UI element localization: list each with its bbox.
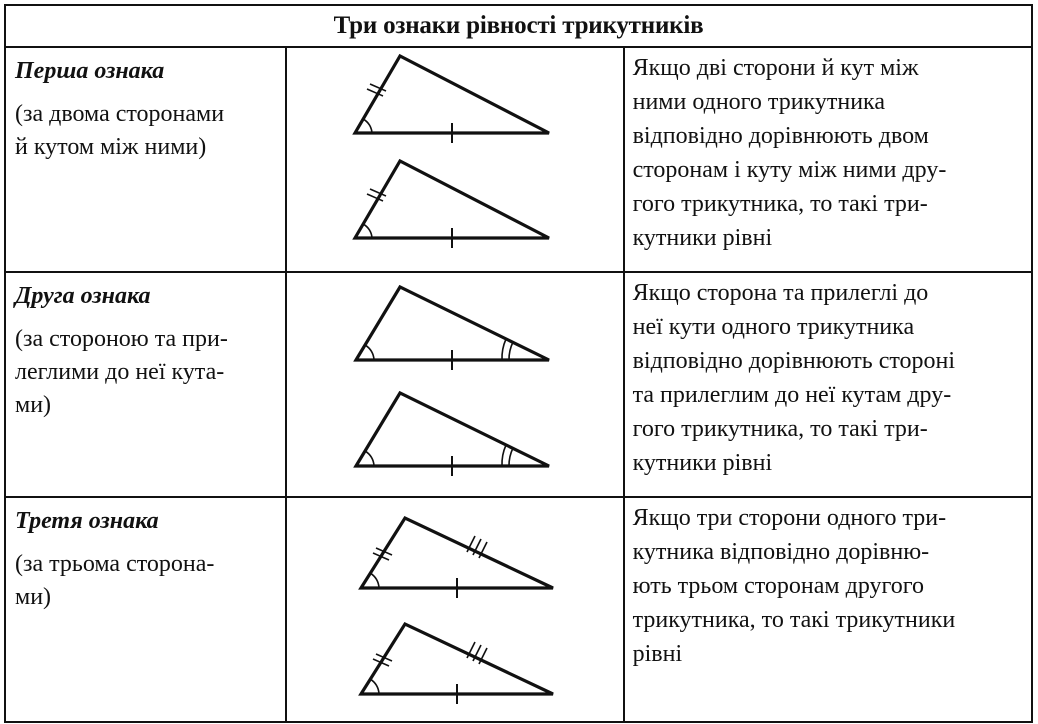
criterion-rule: Якщо дві сторони й кут між ними одного трикутника відповідно дорівнюють двом сторонам і куту між ними дру- гого трикутника, то такі три- кутники рівні [632,55,947,251]
asa-triangles-figure [287,273,623,496]
table-row [5,47,1032,272]
table-title: Три ознаки рівності трикутників [5,5,1032,47]
table-row [5,272,1032,497]
triangle-1 [361,518,553,598]
criterion-name: Друга ознака [15,283,151,309]
triangle-2 [355,161,549,248]
criterion-name-cell [5,272,286,497]
criterion-description: (за трьома сторона- ми) [15,551,215,610]
triangle-1 [355,56,549,143]
criterion-description: (за стороною та при- леглими до неї кута- ми) [15,326,228,418]
sas-triangles-figure [287,48,623,271]
criterion-description: (за двома сторонами й кутом між ними) [15,101,225,160]
criterion-rule: Якщо сторона та прилеглі до неї кути одного трикутника відповідно дорівнюють стороні та прилеглим до неї кутам дру- гого трикутника, то такі три- кутники рівні [632,280,956,476]
criterion-name: Третя ознака [15,508,159,534]
equality-criteria-table [4,4,1033,723]
criterion-rule-cell [624,497,1032,722]
sss-triangles-figure [287,498,623,721]
criterion-name-cell [5,47,286,272]
figure-cell [286,47,624,272]
criterion-name-cell [5,497,286,722]
figure-cell [286,272,624,497]
figure-cell [286,497,624,722]
table-row [5,497,1032,722]
criterion-rule-cell [624,272,1032,497]
criterion-name: Перша ознака [15,58,165,84]
criterion-rule: Якщо три сторони одного три- кутника відповідно дорівню- ють трьом сторонам другого трикутника, то такі трикутники рівні [632,505,956,667]
triangle-2 [356,393,549,476]
triangle-2 [361,624,553,704]
triangle-1 [356,287,549,370]
criterion-rule-cell [624,47,1032,272]
